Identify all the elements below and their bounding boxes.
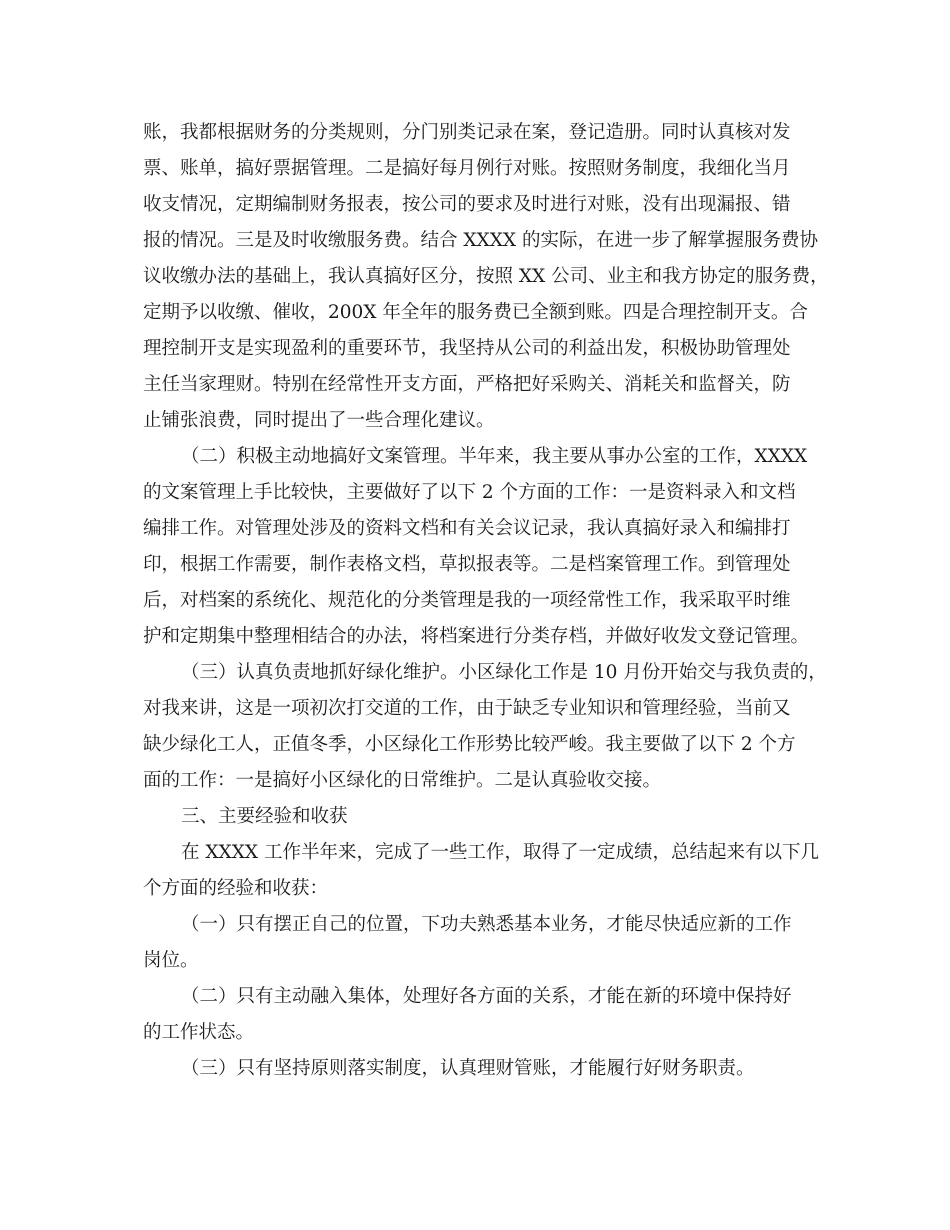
experience-item-1: （一）只有摆正自己的位置，下功夫熟悉基本业务，才能尽快适应新的工作 [181, 914, 792, 935]
text-line: 收支情况，定期编制财务报表，按公司的要求及时进行对账，没有出现漏报、错 [143, 194, 791, 215]
text-line: 票、账单，搞好票据管理。二是搞好每月例行对账。按照财务制度，我细化当月 [143, 158, 791, 179]
text-line: 的文案管理上手比较快，主要做好了以下 2 个方面的工作：一是资料录入和文档 [143, 482, 796, 503]
text-line: 护和定期集中整理相结合的办法，将档案进行分类存档，并做好收发文登记管理。 [143, 626, 810, 647]
text-line: 后，对档案的系统化、规范化的分类管理是我的一项经常性工作，我采取平时维 [143, 590, 791, 611]
text-line: 编排工作。对管理处涉及的资料文档和有关会议记录，我认真搞好录入和编排打 [143, 518, 791, 539]
experience-item-2: （二）只有主动融入集体，处理好各方面的关系，才能在新的环境中保持好 [181, 986, 792, 1007]
text-line: 个方面的经验和收获： [143, 878, 329, 899]
text-line: 账，我都根据财务的分类规则，分门别类记录在案，登记造册。同时认真核对发 [143, 122, 791, 143]
text-line: 岗位。 [143, 950, 199, 971]
section-heading-3: （三）认真负责地抓好绿化维护。小区绿化工作是 10 月份开始交与我负责的， [181, 662, 827, 683]
text-line: 的工作状态。 [143, 1022, 255, 1043]
text-line: 面的工作：一是搞好小区绿化的日常维护。二是认真验收交接。 [143, 770, 662, 791]
text-line: 定期予以收缴、催收，200X 年全年的服务费已全额到账。四是合理控制开支。合 [143, 302, 808, 323]
text-line: 对我来讲，这是一项初次打交道的工作，由于缺乏专业知识和管理经验，当前又 [143, 698, 791, 719]
experience-item-3: （三）只有坚持原则落实制度，认真理财管账，才能履行好财务职责。 [181, 1058, 755, 1079]
text-line: 主任当家理财。特别在经常性开支方面，严格把好采购关、消耗关和监督关，防 [143, 374, 791, 395]
section-heading-2: （二）积极主动地搞好文案管理。半年来，我主要从事办公室的工作，XXXX [181, 446, 808, 467]
text-line: 缺少绿化工人，正值冬季，小区绿化工作形势比较严峻。我主要做了以下 2 个方 [143, 734, 796, 755]
section-title: 三、主要经验和收获 [181, 806, 348, 827]
text-line: 议收缴办法的基础上，我认真搞好区分，按照 XX 公司、业主和我方协定的服务费， [143, 266, 829, 287]
text-line: 印，根据工作需要，制作表格文档，草拟报表等。二是档案管理工作。到管理处 [143, 554, 791, 575]
text-line: 理控制开支是实现盈利的重要环节，我坚持从公司的利益出发，积极协助管理处 [143, 338, 791, 359]
text-line: 报的情况。三是及时收缴服务费。结合 XXXX 的实际，在进一步了解掌握服务费协 [143, 230, 818, 251]
text-line: 在 XXXX 工作半年来，完成了一些工作，取得了一定成绩，总结起来有以下几 [181, 842, 819, 863]
text-line: 止铺张浪费，同时提出了一些合理化建议。 [143, 410, 495, 431]
